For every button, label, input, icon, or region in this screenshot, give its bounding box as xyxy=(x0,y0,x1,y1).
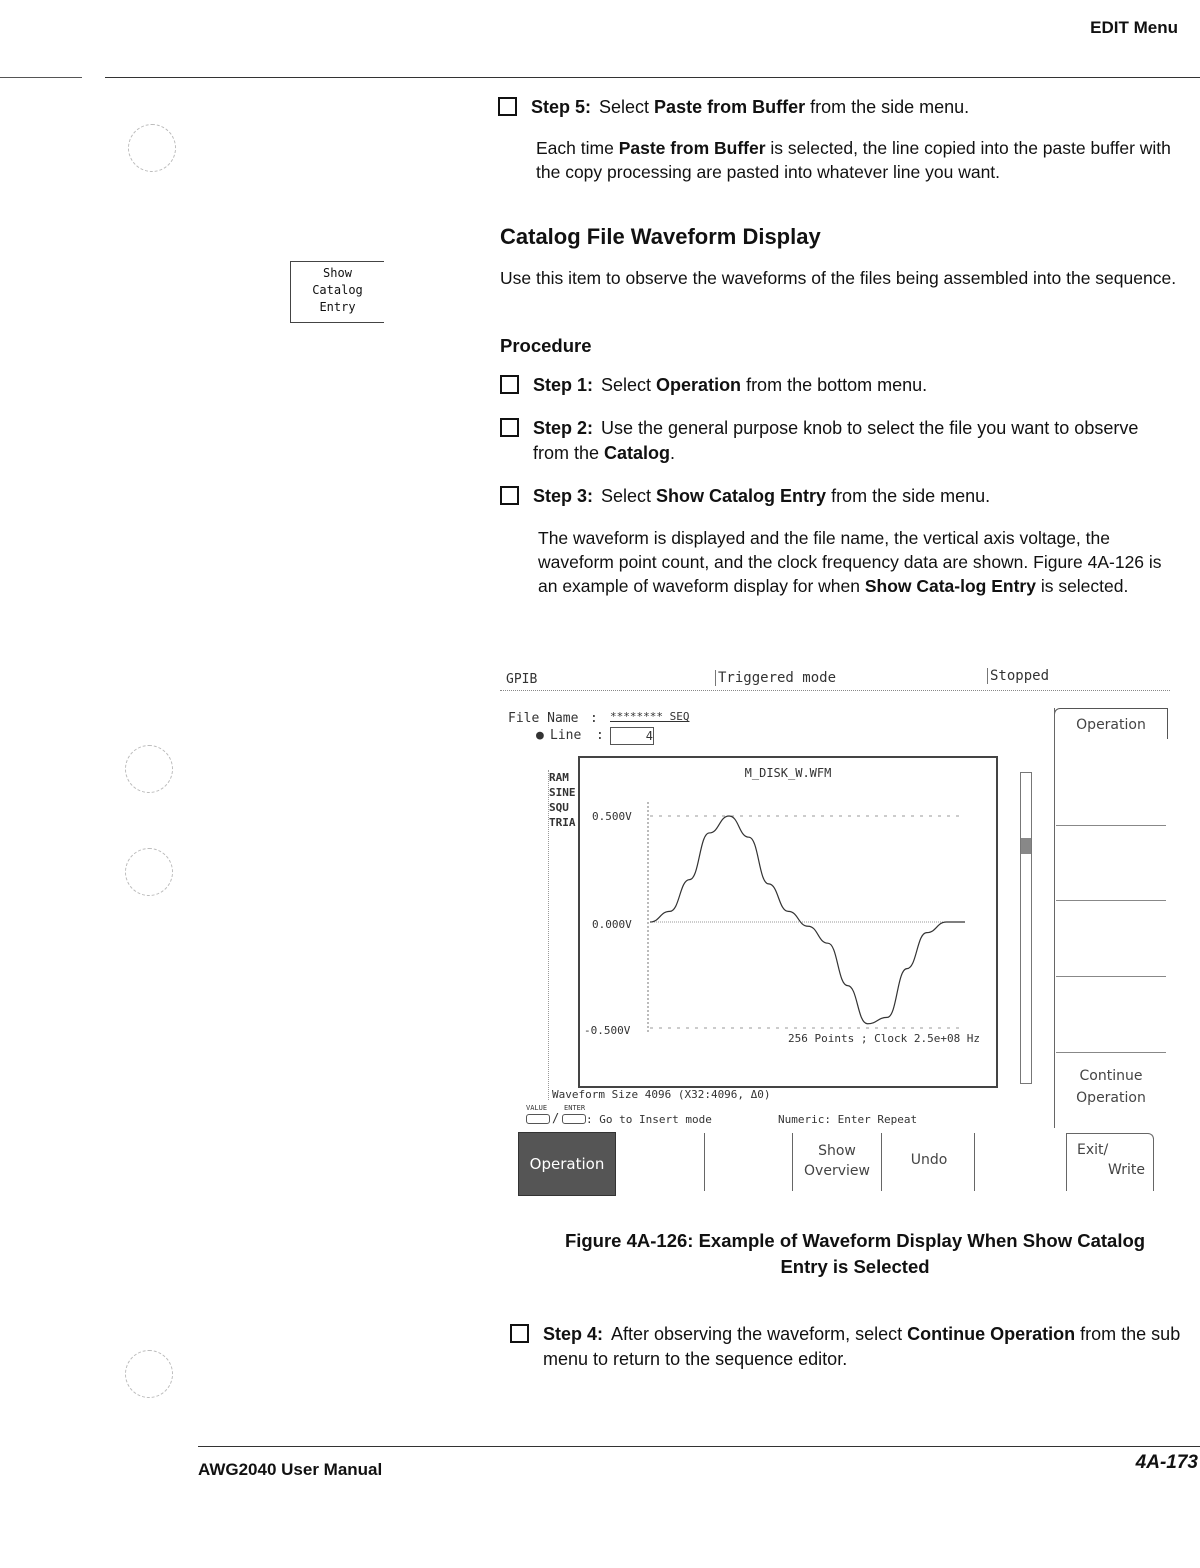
status-mode: Triggered mode xyxy=(715,670,836,686)
step-text: Select xyxy=(599,97,655,117)
caption-line: Figure 4A-126: Example of Waveform Display When Show Catalog xyxy=(564,1230,1146,1251)
step-3-detail xyxy=(538,526,1174,598)
bottom-menu-show-overview[interactable] xyxy=(792,1133,882,1191)
button-label: Continue xyxy=(1079,1068,1143,1084)
list-item[interactable]: TRIA xyxy=(549,816,576,829)
colon: : xyxy=(590,711,598,726)
step-2 xyxy=(500,416,1150,466)
file-name-value[interactable]: ******** SEQ xyxy=(610,710,690,723)
step-label: Step 5: xyxy=(531,97,592,117)
instrument-screen xyxy=(500,660,1170,1200)
checkbox-icon xyxy=(500,486,519,505)
line-label: Line xyxy=(550,728,582,743)
step-text: from the side menu. xyxy=(826,486,991,506)
y-tick-mid: 0.000V xyxy=(592,918,632,931)
procedure-heading: Procedure xyxy=(500,335,592,356)
button-label: Operation xyxy=(1076,1090,1146,1106)
bottom-menu-undo[interactable]: Undo xyxy=(884,1133,975,1191)
button-label: Show xyxy=(818,1143,856,1159)
binder-hole-icon xyxy=(125,1350,173,1398)
enter-key-label: ENTER xyxy=(564,1104,586,1112)
step-text: Select xyxy=(601,375,657,395)
list-scrollbar[interactable] xyxy=(1020,772,1032,1084)
section-title: Catalog File Waveform Display xyxy=(500,224,821,249)
status-run-state: Stopped xyxy=(987,668,1049,684)
header-rule xyxy=(105,77,1200,78)
step-text: . xyxy=(670,443,676,463)
status-divider xyxy=(500,690,1170,691)
side-menu-continue-operation[interactable] xyxy=(1056,1052,1166,1128)
catalog-list xyxy=(548,770,579,1100)
step-text: from the bottom menu. xyxy=(741,375,928,395)
value-key-label: VALUE xyxy=(526,1104,548,1112)
enter-key-icon xyxy=(562,1114,586,1124)
slash: / xyxy=(552,1111,560,1125)
status-gpib: GPIB xyxy=(506,672,538,687)
step-3 xyxy=(500,484,1180,509)
running-header: EDIT Menu xyxy=(1090,18,1178,37)
step-text: from the side menu. xyxy=(805,97,970,117)
step-label: Step 3: xyxy=(533,486,594,506)
points-clock-readout: 256 Points ; Clock 2.5e+08 Hz xyxy=(788,1032,981,1045)
list-item[interactable]: RAM xyxy=(549,771,569,784)
step-text: After observing the waveform, select xyxy=(611,1324,908,1344)
y-tick-bottom: -0.500V xyxy=(584,1024,631,1037)
margin-note-line: Show xyxy=(323,266,352,280)
waveform-size-readout: Waveform Size 4096 (X32:4096, Δ0) xyxy=(552,1088,771,1101)
side-menu-divider xyxy=(1056,825,1166,826)
button-label: Write xyxy=(1108,1162,1145,1178)
knob-indicator-icon: ● xyxy=(536,728,544,743)
step-text: Select xyxy=(601,486,657,506)
step-text: from the sub menu to return to the sequence editor. xyxy=(543,1324,1181,1369)
step-5-detail xyxy=(536,136,1176,184)
detail-text-bold: Paste from Buffer xyxy=(618,138,766,158)
checkbox-icon xyxy=(498,97,517,116)
list-item[interactable]: SINE xyxy=(549,786,576,799)
footer-rule xyxy=(198,1446,1200,1447)
insert-hint: : Go to Insert mode xyxy=(586,1113,712,1126)
binder-hole-icon xyxy=(125,745,173,793)
detail-text: The waveform is displayed and the file name, the vertical axis voltage, the waveform point count, and the clock frequency data are shown. Figure 4A-126 is an example of waveform display for when xyxy=(538,528,1162,596)
checkbox-icon xyxy=(510,1324,529,1343)
binder-hole-icon xyxy=(128,124,176,172)
binder-hole-icon xyxy=(125,848,173,896)
header-rule-left xyxy=(0,77,82,78)
detail-text: Each time xyxy=(536,138,619,158)
button-label: Overview xyxy=(804,1163,870,1179)
waveform-popup xyxy=(578,756,998,1088)
footer-manual-title: AWG2040 User Manual xyxy=(198,1460,383,1479)
step-5 xyxy=(498,95,1178,120)
step-label: Step 2: xyxy=(533,418,594,438)
footer-page-number: 4A-173 xyxy=(1135,1452,1198,1473)
margin-note-line: Catalog xyxy=(312,283,363,297)
caption-line: Entry is Selected xyxy=(780,1256,930,1277)
side-menu-operation[interactable]: Operation xyxy=(1054,708,1168,739)
numeric-hint: Numeric: Enter Repeat xyxy=(778,1113,918,1126)
bottom-menu-divider xyxy=(704,1133,705,1191)
value-key-icon xyxy=(526,1114,550,1124)
side-menu-divider xyxy=(1056,900,1166,901)
list-item[interactable]: SQU xyxy=(549,801,569,814)
show-catalog-entry-margin-button xyxy=(290,261,384,323)
section-intro: Use this item to observe the waveforms of the files being assembled into the sequence. xyxy=(500,268,1177,288)
step-4 xyxy=(510,1322,1190,1372)
popup-title: M_DISK_W.WFM xyxy=(744,766,832,780)
waveform-series-line xyxy=(650,816,965,1024)
detail-text: is selected. xyxy=(1035,576,1129,596)
step-label: Step 1: xyxy=(533,375,594,395)
file-name-label: File Name xyxy=(508,711,579,726)
colon: : xyxy=(596,728,604,743)
side-menu-divider xyxy=(1056,976,1166,977)
line-input[interactable]: 4 xyxy=(610,727,654,745)
side-menu-border xyxy=(1054,708,1055,1128)
detail-text: is selected, the line copied into the paste buffer with the copy processing are pasted into whatever line you want. xyxy=(536,138,1171,182)
step-1 xyxy=(500,373,1180,398)
bottom-menu-exit-write[interactable] xyxy=(1066,1133,1154,1191)
scrollbar-thumb[interactable] xyxy=(1021,838,1031,854)
margin-note-line: Entry xyxy=(319,300,356,314)
y-tick-top: 0.500V xyxy=(592,810,632,823)
bottom-menu-operation[interactable]: Operation xyxy=(518,1132,616,1196)
step-text-bold: Continue Operation xyxy=(907,1324,1076,1344)
step-text: Use the general purpose knob to select the file you want to observe from the xyxy=(533,418,1139,463)
button-label: Exit/ xyxy=(1077,1142,1109,1158)
step-label: Step 4: xyxy=(543,1324,604,1344)
step-text-bold: Catalog xyxy=(604,443,671,463)
figure-caption xyxy=(520,1228,1190,1280)
step-text-bold: Paste from Buffer xyxy=(654,97,806,117)
checkbox-icon xyxy=(500,375,519,394)
step-text-bold: Show Catalog Entry xyxy=(656,486,827,506)
detail-text-bold: Show Cata-log Entry xyxy=(864,576,1036,596)
checkbox-icon xyxy=(500,418,519,437)
step-text-bold: Operation xyxy=(656,375,742,395)
